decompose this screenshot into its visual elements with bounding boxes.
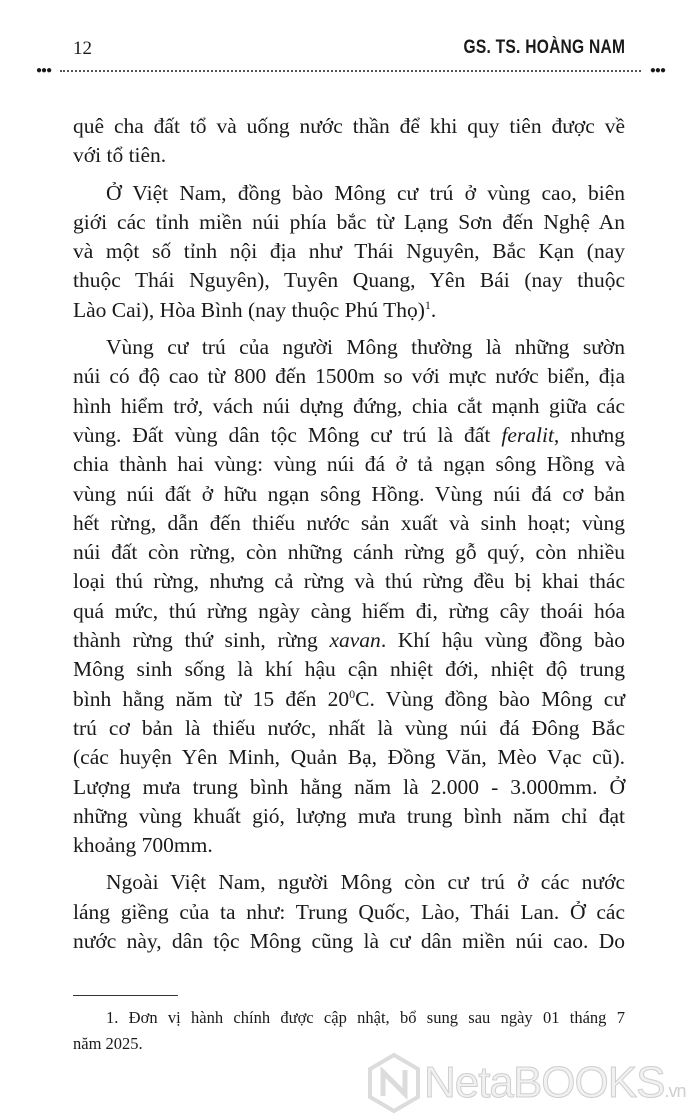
superscript: 0 xyxy=(349,686,356,701)
text-run: thuộc Thái Nguyên), Tuyên Quang, Yên Bái (nay thuộc xyxy=(73,268,625,293)
netabooks-logo-icon xyxy=(366,1052,422,1114)
text-line xyxy=(73,333,625,362)
text-run: láng giềng của ta như: Trung Quốc, Lào, Thái Lan. Ở các xyxy=(73,899,625,924)
text-run: . xyxy=(430,297,437,322)
text-line xyxy=(73,509,625,538)
text-line xyxy=(73,714,625,743)
text-line xyxy=(73,421,625,450)
text-run: năm 2025. xyxy=(73,1034,143,1053)
italic-term: xavan xyxy=(329,628,381,653)
watermark xyxy=(366,1052,696,1114)
text-line xyxy=(73,626,625,655)
text-run: trú cơ bản là thiếu nước, nhất là vùng núi đá Đông Bắc xyxy=(73,715,625,740)
text-line xyxy=(73,567,625,596)
text-run: khoảng 700mm. xyxy=(73,833,213,858)
text-line xyxy=(73,141,625,170)
text-run: núi có độ cao từ 800 đến 1500m so với mực nước biển, địa xyxy=(73,364,625,389)
text-line xyxy=(73,685,625,714)
text-run: Mông sinh sống là khí hậu cận nhiệt đới, nhiệt độ trung xyxy=(73,657,625,682)
divider-dotted-line xyxy=(60,70,641,72)
text-line xyxy=(73,392,625,421)
text-line xyxy=(73,655,625,684)
body-text xyxy=(73,112,625,964)
text-line xyxy=(73,112,625,141)
page-number: 12 xyxy=(73,38,92,59)
text-run: Ngoài Việt Nam, người Mông còn cư trú ở các nước xyxy=(106,870,625,895)
text-line xyxy=(73,773,625,802)
italic-term: feralit xyxy=(501,422,554,447)
text-line xyxy=(73,927,625,956)
text-line xyxy=(73,362,625,391)
text-run: giới các tỉnh miền núi phía bắc từ Lạng Sơn đến Nghệ An xyxy=(73,209,625,234)
text-run: núi đất còn rừng, còn những cánh rừng gỗ quý, còn nhiều xyxy=(73,540,625,565)
text-run: vùng. Đất vùng dân tộc Mông cư trú là đất xyxy=(73,422,502,447)
text-run: Lượng mưa trung bình hằng năm là 2.000 - 3.000mm. Ở xyxy=(73,774,625,799)
text-line xyxy=(73,296,625,325)
text-run: nước này, dân tộc Mông cũng là cư dân miền núi cao. Do xyxy=(73,929,625,954)
text-run: vùng núi đất ở hữu ngạn sông Hồng. Vùng núi đá cơ bản xyxy=(73,481,625,506)
text-run: quê cha đất tổ và uống nước thần để khi quy tiên được về xyxy=(73,114,625,138)
text-line xyxy=(73,179,625,208)
text-run: quá mức, thú rừng ngày càng hiếm đi, rừng cây thoái hóa xyxy=(73,598,625,623)
text-line xyxy=(73,831,625,860)
footnote-separator xyxy=(73,995,178,996)
text-run: hình hiểm trở, vách núi dựng đứng, chia cắt mạnh giữa các xyxy=(73,393,625,418)
text-line xyxy=(73,898,625,927)
text-line xyxy=(73,868,625,897)
divider-dots-left: ●●● xyxy=(36,65,52,76)
text-line xyxy=(73,266,625,295)
paragraph xyxy=(73,868,625,956)
divider-dots-right: ●●● xyxy=(649,65,665,76)
text-line xyxy=(73,450,625,479)
text-run: hết rừng, dẫn đến thiếu nước sản xuất và sinh hoạt; vùng xyxy=(73,510,625,535)
text-run: , nhưng xyxy=(553,422,625,447)
text-run: với tổ tiên. xyxy=(73,143,167,168)
text-line xyxy=(73,480,625,509)
text-run: (các huyện Yên Minh, Quản Bạ, Đồng Văn, Mèo Vạc cũ). xyxy=(73,745,625,770)
text-line xyxy=(73,538,625,567)
text-line xyxy=(73,802,625,831)
text-run: chia thành hai vùng: vùng núi đá ở tả ngạn sông Hồng và xyxy=(73,452,625,477)
running-header-author: GS. TS. HOÀNG NAM xyxy=(463,37,625,58)
text-run: Ở Việt Nam, đồng bào Mông cư trú ở vùng cao, biên xyxy=(106,180,625,205)
text-line xyxy=(73,597,625,626)
footnote-line xyxy=(73,1005,625,1031)
text-run: Vùng cư trú của người Mông thường là những sườn xyxy=(106,335,625,360)
superscript: 1 xyxy=(424,297,431,312)
text-run: và một số tỉnh nội địa như Thái Nguyên, Bắc Kạn (nay xyxy=(73,239,625,264)
paragraph xyxy=(73,333,625,860)
footnote xyxy=(73,1005,625,1057)
text-line xyxy=(73,237,625,266)
text-line xyxy=(73,208,625,237)
text-run: C. Vùng đồng bào Mông cư xyxy=(355,686,625,711)
text-run: loại thú rừng, nhưng cả rừng và thú rừng đều bị khai thác xyxy=(73,569,625,594)
header-divider xyxy=(36,65,665,76)
paragraph xyxy=(73,179,625,325)
text-run: . Khí hậu vùng đồng bào xyxy=(380,628,625,653)
text-run: bình hằng năm từ 15 đến 20 xyxy=(73,686,350,711)
watermark-text xyxy=(424,1058,685,1108)
text-line xyxy=(73,743,625,772)
text-run: những vùng khuất gió, lượng mưa trung bình năm chỉ đạt xyxy=(73,803,625,828)
watermark-brand: NetaBOOKS xyxy=(424,1058,665,1107)
text-run: thành rừng thứ sinh, rừng xyxy=(73,628,330,653)
text-run: Lào Cai), Hòa Bình (nay thuộc Phú Thọ) xyxy=(73,297,425,322)
text-run: 1. Đơn vị hành chính được cập nhật, bổ sung sau ngày 01 tháng 7 xyxy=(106,1008,625,1027)
watermark-suffix: .vn xyxy=(664,1081,686,1101)
paragraph xyxy=(73,112,625,171)
